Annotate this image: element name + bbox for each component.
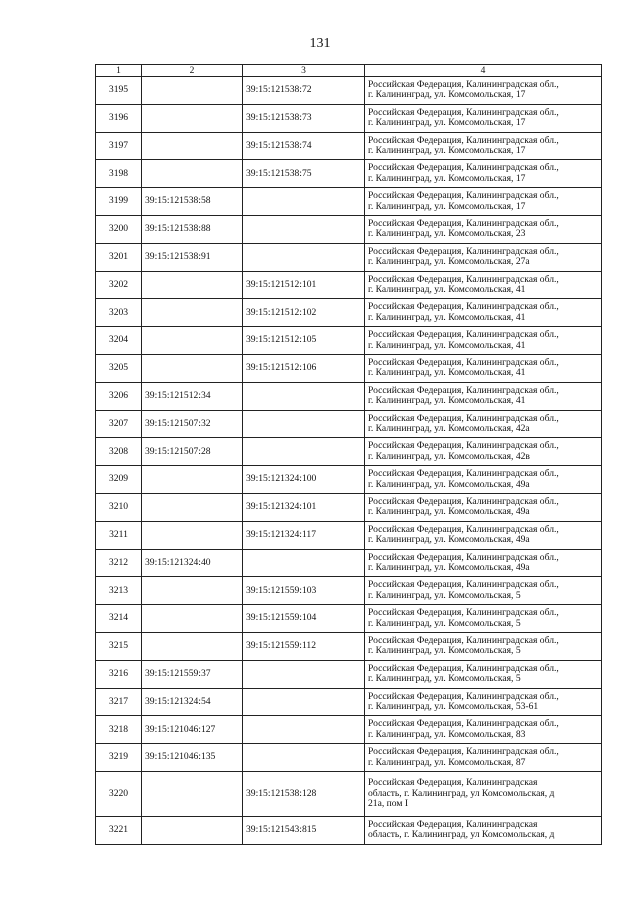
address-line: г. Калининград, ул. Комсомольская, 42а — [368, 422, 530, 434]
cadastral-number-col2-cell — [142, 77, 243, 105]
address-line: г. Калининград, ул. Комсомольская, 53-61 — [368, 700, 539, 712]
address-line: Российская Федерация, Калининградская обл., — [368, 690, 559, 702]
cadastral-number-col3-cell: 39:15:121324:117 — [243, 521, 365, 549]
cadastral-number-col3-cell: 39:15:121324:101 — [243, 493, 365, 521]
row-number-cell: 3221 — [96, 816, 142, 844]
address-cell — [365, 577, 602, 605]
address-cell — [365, 716, 602, 744]
table-row — [96, 716, 602, 744]
address-cell — [365, 77, 602, 105]
table-row — [96, 104, 602, 132]
address-cell — [365, 382, 602, 410]
cadastral-number-col3-cell: 39:15:121543:815 — [243, 816, 365, 844]
address-line: область, г. Калининград, ул Комсомольская, д — [368, 829, 555, 841]
table-row — [96, 438, 602, 466]
cadastral-number-col2-cell — [142, 577, 243, 605]
table-row — [96, 771, 602, 816]
row-number-cell: 3206 — [96, 382, 142, 410]
cadastral-number-col3-cell — [243, 382, 365, 410]
address-line: г. Калининград, ул. Комсомольская, 17 — [368, 89, 526, 101]
cadastral-number-col2-cell: 39:15:121507:32 — [142, 410, 243, 438]
cadastral-number-col2-cell: 39:15:121538:91 — [142, 243, 243, 271]
cadastral-number-col3-cell: 39:15:121538:75 — [243, 160, 365, 188]
cadastral-number-col2-cell: 39:15:121046:127 — [142, 716, 243, 744]
cadastral-number-col3-cell: 39:15:121512:101 — [243, 271, 365, 299]
address-cell — [365, 660, 602, 688]
column-header-4: 4 — [365, 65, 602, 77]
address-line: Российская Федерация, Калининградская обл., — [368, 162, 559, 174]
row-number-cell: 3202 — [96, 271, 142, 299]
address-line: Российская Федерация, Калининградская обл., — [368, 329, 559, 341]
cadastral-number-col2-cell — [142, 605, 243, 633]
address-line: г. Калининград, ул. Комсомольская, 17 — [368, 172, 526, 184]
address-cell — [365, 271, 602, 299]
table-row — [96, 271, 602, 299]
table-header — [96, 65, 602, 77]
row-number-cell: 3209 — [96, 466, 142, 494]
row-number-cell: 3213 — [96, 577, 142, 605]
cadastral-number-col2-cell — [142, 271, 243, 299]
table-row — [96, 660, 602, 688]
cadastral-number-col3-cell: 39:15:121512:105 — [243, 327, 365, 355]
address-line: Российская Федерация, Калининградская обл., — [368, 746, 559, 758]
address-cell — [365, 549, 602, 577]
table-row — [96, 816, 602, 844]
cadastral-number-col2-cell — [142, 466, 243, 494]
address-line: Российская Федерация, Калининградская обл., — [368, 273, 559, 285]
cadastral-number-col3-cell: 39:15:121538:74 — [243, 132, 365, 160]
column-header-2: 2 — [142, 65, 243, 77]
address-line: г. Калининград, ул. Комсомольская, 27а — [368, 256, 530, 268]
row-number-cell: 3208 — [96, 438, 142, 466]
cadastral-number-col3-cell — [243, 438, 365, 466]
cadastral-number-col2-cell: 39:15:121324:40 — [142, 549, 243, 577]
address-line: г. Калининград, ул. Комсомольская, 23 — [368, 228, 526, 240]
address-line: Российская Федерация, Калининградская обл., — [368, 495, 559, 507]
address-cell — [365, 466, 602, 494]
cadastral-number-col2-cell — [142, 299, 243, 327]
table-row — [96, 410, 602, 438]
cadastral-number-col2-cell — [142, 327, 243, 355]
cadastral-number-col2-cell — [142, 816, 243, 844]
row-number-cell: 3199 — [96, 188, 142, 216]
address-line: Российская Федерация, Калининградская обл., — [368, 718, 559, 730]
address-cell — [365, 632, 602, 660]
address-line: Российская Федерация, Калининградская обл., — [368, 607, 559, 619]
address-line: Российская Федерация, Калининградская — [368, 777, 538, 789]
address-line: г. Калининград, ул. Комсомольская, 41 — [368, 283, 526, 295]
column-header-3: 3 — [243, 65, 365, 77]
address-line: Российская Федерация, Калининградская обл., — [368, 468, 559, 480]
cadastral-number-col2-cell: 39:15:121507:28 — [142, 438, 243, 466]
table-row — [96, 215, 602, 243]
address-line: г. Калининград, ул. Комсомольская, 41 — [368, 339, 526, 351]
address-line: г. Калининград, ул. Комсомольская, 41 — [368, 367, 526, 379]
row-number-cell: 3212 — [96, 549, 142, 577]
cadastral-number-col2-cell — [142, 521, 243, 549]
address-line: г. Калининград, ул. Комсомольская, 87 — [368, 756, 526, 768]
address-line: Российская Федерация, Калининградская обл., — [368, 190, 559, 202]
address-cell — [365, 104, 602, 132]
table-row — [96, 549, 602, 577]
row-number-cell: 3214 — [96, 605, 142, 633]
cadastral-number-col2-cell — [142, 632, 243, 660]
cadastral-number-col3-cell: 39:15:121559:103 — [243, 577, 365, 605]
address-line: Российская Федерация, Калининградская обл., — [368, 301, 559, 313]
address-line: Российская Федерация, Калининградская обл., — [368, 440, 559, 452]
row-number-cell: 3218 — [96, 716, 142, 744]
row-number-cell: 3204 — [96, 327, 142, 355]
page-number: 131 — [309, 36, 331, 51]
table-row — [96, 744, 602, 772]
cadastral-number-col2-cell: 39:15:121324:54 — [142, 688, 243, 716]
address-line: 21а, пом I — [368, 798, 409, 810]
row-number-cell: 3211 — [96, 521, 142, 549]
address-line: Российская Федерация, Калининградская — [368, 818, 538, 830]
table-row — [96, 354, 602, 382]
address-cell — [365, 771, 602, 816]
cadastral-number-col3-cell — [243, 744, 365, 772]
row-number-cell: 3220 — [96, 771, 142, 816]
cadastral-number-col3-cell — [243, 688, 365, 716]
cadastral-number-col3-cell — [243, 215, 365, 243]
row-number-cell: 3210 — [96, 493, 142, 521]
cadastral-number-col3-cell: 39:15:121512:106 — [243, 354, 365, 382]
address-line: Российская Федерация, Калининградская обл., — [368, 384, 559, 396]
cadastral-number-col3-cell: 39:15:121538:73 — [243, 104, 365, 132]
address-cell — [365, 438, 602, 466]
row-number-cell: 3207 — [96, 410, 142, 438]
address-line: г. Калининград, ул. Комсомольская, 41 — [368, 311, 526, 323]
table-body — [96, 77, 602, 845]
cadastral-number-col3-cell: 39:15:121512:102 — [243, 299, 365, 327]
table-row — [96, 132, 602, 160]
address-line: Российская Федерация, Калининградская обл., — [368, 662, 559, 674]
address-cell — [365, 493, 602, 521]
cadastral-number-col3-cell — [243, 660, 365, 688]
cadastral-number-col2-cell: 39:15:121538:88 — [142, 215, 243, 243]
cadastral-number-col3-cell: 39:15:121559:112 — [243, 632, 365, 660]
cadastral-number-col2-cell: 39:15:121538:58 — [142, 188, 243, 216]
table-row — [96, 577, 602, 605]
address-line: Российская Федерация, Калининградская обл., — [368, 551, 559, 563]
address-cell — [365, 215, 602, 243]
address-cell — [365, 688, 602, 716]
address-line: Российская Федерация, Калининградская обл., — [368, 245, 559, 257]
row-number-cell: 3216 — [96, 660, 142, 688]
address-line: г. Калининград, ул. Комсомольская, 5 — [368, 617, 521, 629]
table-row — [96, 382, 602, 410]
address-cell — [365, 243, 602, 271]
cadastral-number-col2-cell: 39:15:121512:34 — [142, 382, 243, 410]
table-row — [96, 327, 602, 355]
address-line: г. Калининград, ул. Комсомольская, 17 — [368, 200, 526, 212]
row-number-cell: 3196 — [96, 104, 142, 132]
address-cell — [365, 410, 602, 438]
address-cell — [365, 327, 602, 355]
cadastral-number-col3-cell: 39:15:121538:128 — [243, 771, 365, 816]
cadastral-number-col3-cell — [243, 188, 365, 216]
column-header-1: 1 — [96, 65, 142, 77]
cadastral-number-col2-cell: 39:15:121559:37 — [142, 660, 243, 688]
row-number-cell: 3203 — [96, 299, 142, 327]
address-line: г. Калининград, ул. Комсомольская, 49а — [368, 534, 530, 546]
table-row — [96, 77, 602, 105]
address-line: Российская Федерация, Калининградская обл., — [368, 412, 559, 424]
address-line: г. Калининград, ул. Комсомольская, 42в — [368, 450, 530, 462]
address-line: г. Калининград, ул. Комсомольская, 41 — [368, 395, 526, 407]
address-cell — [365, 605, 602, 633]
cadastral-number-col2-cell — [142, 354, 243, 382]
address-line: г. Калининград, ул. Комсомольская, 5 — [368, 589, 521, 601]
address-cell — [365, 816, 602, 844]
row-number-cell: 3205 — [96, 354, 142, 382]
table-row — [96, 188, 602, 216]
address-line: г. Калининград, ул. Комсомольская, 83 — [368, 728, 526, 740]
address-cell — [365, 160, 602, 188]
address-line: Российская Федерация, Калининградская обл., — [368, 356, 559, 368]
row-number-cell: 3219 — [96, 744, 142, 772]
table-row — [96, 605, 602, 633]
cadastral-number-col3-cell: 39:15:121559:104 — [243, 605, 365, 633]
table-row — [96, 521, 602, 549]
table-row — [96, 493, 602, 521]
register-table — [95, 64, 602, 845]
address-cell — [365, 188, 602, 216]
cadastral-number-col2-cell — [142, 160, 243, 188]
address-line: г. Калининград, ул. Комсомольская, 17 — [368, 144, 526, 156]
address-line: Российская Федерация, Калининградская обл., — [368, 217, 559, 229]
address-line: область, г. Калининград, ул Комсомольская, д — [368, 787, 555, 799]
cadastral-number-col2-cell: 39:15:121046:135 — [142, 744, 243, 772]
table-row — [96, 299, 602, 327]
address-cell — [365, 132, 602, 160]
address-cell — [365, 521, 602, 549]
address-line: г. Калининград, ул. Комсомольская, 17 — [368, 117, 526, 129]
row-number-cell: 3201 — [96, 243, 142, 271]
address-line: г. Калининград, ул. Комсомольская, 49а — [368, 478, 530, 490]
cadastral-number-col3-cell — [243, 410, 365, 438]
cadastral-number-col3-cell — [243, 243, 365, 271]
cadastral-number-col3-cell — [243, 549, 365, 577]
address-line: г. Калининград, ул. Комсомольская, 49а — [368, 506, 530, 518]
address-line: г. Калининград, ул. Комсомольская, 5 — [368, 645, 521, 657]
cadastral-number-col2-cell — [142, 104, 243, 132]
address-line: Российская Федерация, Калининградская обл., — [368, 523, 559, 535]
address-cell — [365, 744, 602, 772]
address-line: г. Калининград, ул. Комсомольская, 49а — [368, 561, 530, 573]
table-row — [96, 632, 602, 660]
cadastral-number-col2-cell — [142, 132, 243, 160]
cadastral-number-col3-cell — [243, 716, 365, 744]
row-number-cell: 3197 — [96, 132, 142, 160]
row-number-cell: 3200 — [96, 215, 142, 243]
address-line: Российская Федерация, Калининградская обл., — [368, 106, 559, 118]
table-row — [96, 160, 602, 188]
address-line: Российская Федерация, Калининградская обл., — [368, 78, 559, 90]
cadastral-number-col3-cell: 39:15:121324:100 — [243, 466, 365, 494]
header-row — [96, 65, 602, 77]
table-row — [96, 466, 602, 494]
row-number-cell: 3195 — [96, 77, 142, 105]
cadastral-number-col2-cell — [142, 493, 243, 521]
cadastral-number-col2-cell — [142, 771, 243, 816]
address-line: г. Калининград, ул. Комсомольская, 5 — [368, 673, 521, 685]
address-line: Российская Федерация, Калининградская обл., — [368, 134, 559, 146]
row-number-cell: 3198 — [96, 160, 142, 188]
address-line: Российская Федерация, Калининградская обл., — [368, 579, 559, 591]
cadastral-number-col3-cell: 39:15:121538:72 — [243, 77, 365, 105]
row-number-cell: 3215 — [96, 632, 142, 660]
table-row — [96, 243, 602, 271]
address-cell — [365, 354, 602, 382]
table-row — [96, 688, 602, 716]
row-number-cell: 3217 — [96, 688, 142, 716]
address-cell — [365, 299, 602, 327]
address-line: Российская Федерация, Калининградская обл., — [368, 634, 559, 646]
